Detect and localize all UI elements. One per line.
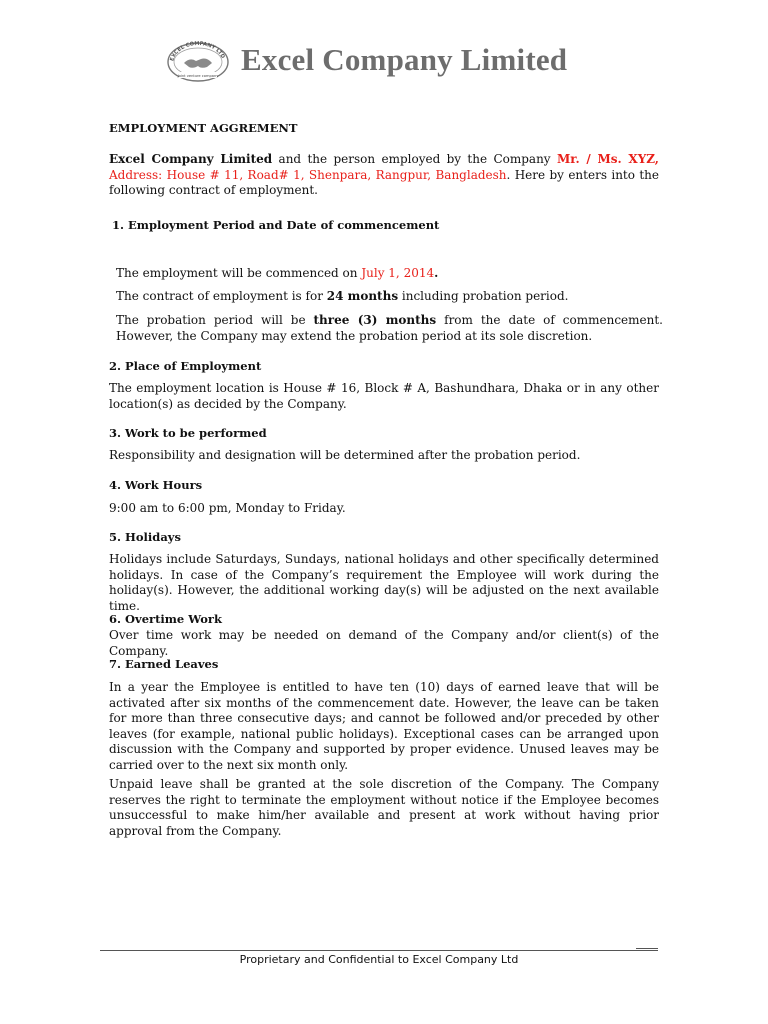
footer-divider xyxy=(100,950,658,951)
section-3-heading: 3. Work to be performed xyxy=(109,426,267,440)
section-5-heading: 5. Holidays xyxy=(109,530,181,544)
intro-person: Mr. / Ms. XYZ, xyxy=(556,152,659,166)
contract-duration: 24 months xyxy=(326,289,399,303)
probation-text-end: from the date of commencement. However, the Company may extend the probation period at its sole discretion. xyxy=(116,313,663,343)
svg-text:EXCEL COMPANY LTD xyxy=(169,41,226,62)
logo-text: EXCEL COMPANY LTD xyxy=(169,40,226,62)
contract-text-end: including probation period. xyxy=(398,289,569,303)
section-2-body: The employment location is House # 16, Block # A, Bashundhara, Dhaka or in any other location(s) as decided by the Company. xyxy=(109,381,659,411)
section-2-heading: 2. Place of Employment xyxy=(109,359,262,373)
footer-divider-accent xyxy=(636,948,658,949)
probation-duration: three (3) months xyxy=(313,313,437,327)
section-4-body: 9:00 am to 6:00 pm, Monday to Friday. xyxy=(109,501,346,515)
section-1-commencement xyxy=(116,266,663,282)
intro-text-2: . Here by enters into the following contract of employment. xyxy=(109,167,659,197)
section-7-paragraph-2: Unpaid leave shall be granted at the sole discretion of the Company. The Company reserves the right to terminate the employment without notice if the Employee becomes unsuccessful to make him/her available and present at work without having prior approval from the Company. xyxy=(109,777,659,838)
contract-text: The contract of employment is for xyxy=(116,289,327,303)
section-5-body: Holidays include Saturdays, Sundays, national holidays and other specifically determined holidays. In case of the Company’s requirement the Employee will work during the holiday(s). However, the additional working day(s) will be adjusted on the next available time. xyxy=(109,552,659,613)
footer-confidentiality: Proprietary and Confidential to Excel Company Ltd xyxy=(239,953,519,966)
section-1-contract-length xyxy=(116,289,663,305)
section-6-body: Over time work may be needed on demand of the Company and/or client(s) of the Company. xyxy=(109,628,659,658)
section-7-paragraph-1: In a year the Employee is entitled to have ten (10) days of earned leave that will be activated after six months of the commencement date. However, the leave can be taken for more than three consecutive days; and cannot be followed and/or preceded by other leaves (for example, national public holidays). Exceptional cases can be arranged upon discussion with the Company and supported by proper evidence. Unused leaves may be carried over to the next six month only. xyxy=(109,680,659,772)
company-name: Excel Company Limited xyxy=(241,42,568,77)
probation-text: The probation period will be xyxy=(116,313,314,327)
section-1-probation xyxy=(116,313,663,344)
commencement-period: . xyxy=(434,266,439,280)
company-logo xyxy=(165,38,231,82)
section-7-heading: 7. Earned Leaves xyxy=(109,657,219,671)
document-title: EMPLOYMENT AGGREMENT xyxy=(109,121,298,135)
handshake-icon xyxy=(184,59,212,68)
intro-text-1: and the person employed by the Company xyxy=(272,152,557,166)
logo-subtext: Joint venture company xyxy=(177,74,219,78)
intro-company: Excel Company Limited xyxy=(109,152,273,166)
letterhead xyxy=(165,38,567,82)
section-1-heading: 1. Employment Period and Date of commencement xyxy=(112,218,440,232)
commencement-date: July 1, 2014 xyxy=(361,266,435,280)
section-6-heading: 6. Overtime Work xyxy=(109,612,222,626)
section-4-heading: 4. Work Hours xyxy=(109,478,203,492)
intro-paragraph xyxy=(109,152,659,199)
commencement-text: The employment will be commenced on xyxy=(116,266,362,280)
intro-address: Address: House # 11, Road# 1, Shenpara, Rangpur, Bangladesh xyxy=(109,167,507,182)
section-3-body: Responsibility and designation will be determined after the probation period. xyxy=(109,448,581,462)
